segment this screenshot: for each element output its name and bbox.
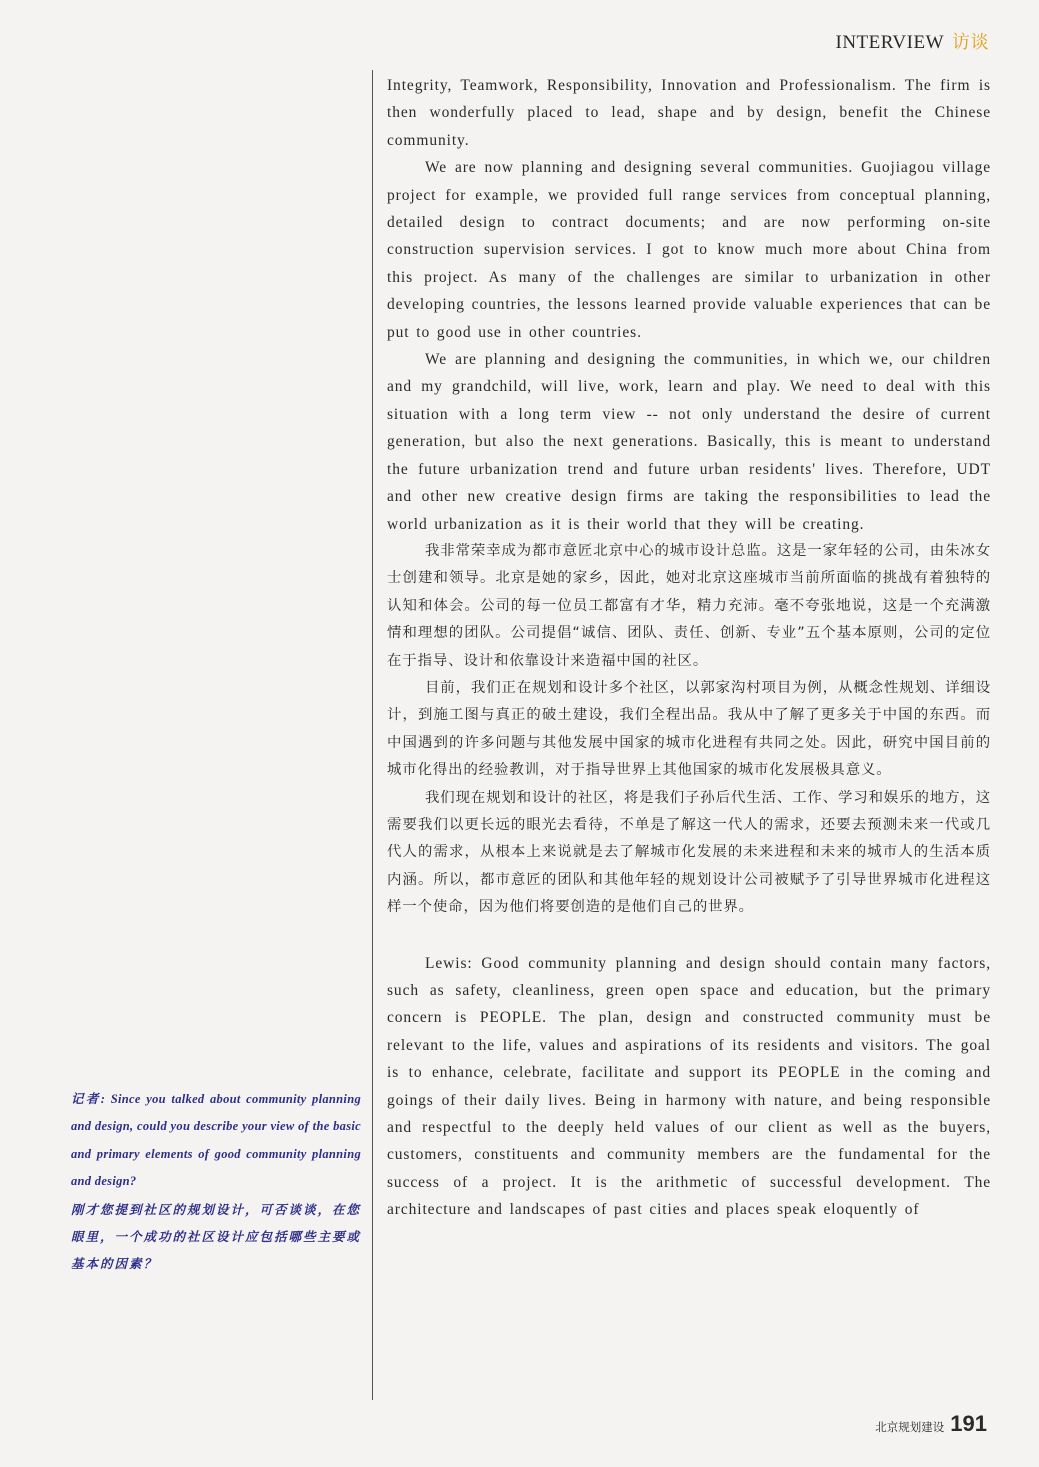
section-title-en: INTERVIEW <box>835 32 944 53</box>
question-english: 记者: Since you talked about community planning and design, could you describe your view of the basic and primary elements of good community planning and design? <box>71 1092 361 1189</box>
column-divider <box>372 70 373 1400</box>
main-column <box>387 72 991 1224</box>
page-footer <box>875 1411 987 1437</box>
chinese-paragraph-1: 我非常荣幸成为都市意匠北京中心的城市设计总监。这是一家年轻的公司，由朱冰女士创建和领导。北京是她的家乡，因此，她对北京这座城市当前所面临的挑战有着独特的认知和体会。公司的每一位员工都富有才华，精力充沛。毫不夸张地说，这是一个充满激情和理想的团队。公司提倡“诚信、团队、责任、创新、专业”五个基本原则，公司的定位在于指导、设计和依靠设计来造福中国的社区。 <box>387 542 991 669</box>
section-title-zh: 访谈 <box>952 32 989 53</box>
english-paragraph-1: Integrity, Teamwork, Responsibility, Innovation and Professionalism. The firm is then wonderfully placed to lead, shape and by design, benefit the Chinese community. <box>387 77 991 149</box>
chinese-paragraph-2: 目前，我们正在规划和设计多个社区，以郭家沟村项目为例，从概念性规划、详细设计，到施工图与真正的破土建设，我们全程出品。我从中了解了更多关于中国的东西。而中国遇到的许多问题与其他发展中国家的城市化进程有共同之处。因此，研究中国目前的城市化得出的经验教训，对于指导世界上其他国家的城市化发展极具意义。 <box>387 679 991 779</box>
interviewer-question <box>71 1086 361 1278</box>
chinese-paragraph-3: 我们现在规划和设计的社区，将是我们子孙后代生活、工作、学习和娱乐的地方，这需要我们以更长远的眼光去看待，不单是了解这一代人的需求，还要去预测未来一代或几代人的需求，从根本上来说就是去了解城市化发展的未来进程和未来的城市人的生活本质内涵。所以，都市意匠的团队和其他年轻的规划设计公司被赋予了引导世界城市化进程这样一个使命，因为他们将要创造的是他们自己的世界。 <box>387 789 991 916</box>
english-paragraph-2: We are now planning and designing several communities. Guojiagou village project for example, we provided full range services from conceptual planning, detailed design to contract documents; and are now performing on-site construction supervision services. I got to know much more about China from this project. As many of the challenges are similar to urbanization in other developing countries, the lessons learned provide valuable experiences that can be put to good use in other countries. <box>387 159 991 341</box>
lewis-answer-paragraph: Lewis: Good community planning and design should contain many factors, such as safety, cleanliness, green open space and education, but the primary concern is PEOPLE. The plan, design and constructed community must be relevant to the life, values and aspirations of its residents and visitors. The goal is to enhance, celebrate, facilitate and support its PEOPLE in the coming and goings of their daily lives. Being in harmony with nature, and being responsible and respectful to the deeply held values of our client as well as the buyers, customers, constituents and community members are the fundamental for the success of a project. It is the arithmetic of successful development. The architecture and landscapes of past cities and places speak eloquently of <box>387 954 991 1219</box>
magazine-name: 北京规划建设 <box>875 1420 945 1434</box>
page-number: 191 <box>950 1411 987 1436</box>
english-paragraph-3: We are planning and designing the communities, in which we, our children and my grandchild, will live, work, learn and play. We need to deal with this situation with a long term view -- not only understand the desire of current generation, but also the next generations. Basically, this is meant to understand the future urbanization trend and future urban residents' lives. Therefore, UDT and other new creative design firms are taking the responsibilities to lead the world urbanization as it is their world that they will be creating. <box>387 351 991 533</box>
paragraph-gap <box>387 922 991 950</box>
question-chinese: 刚才您提到社区的规划设计，可否谈谈，在您眼里，一个成功的社区设计应包括哪些主要或基本的因素？ <box>71 1201 362 1272</box>
section-header <box>836 28 990 54</box>
